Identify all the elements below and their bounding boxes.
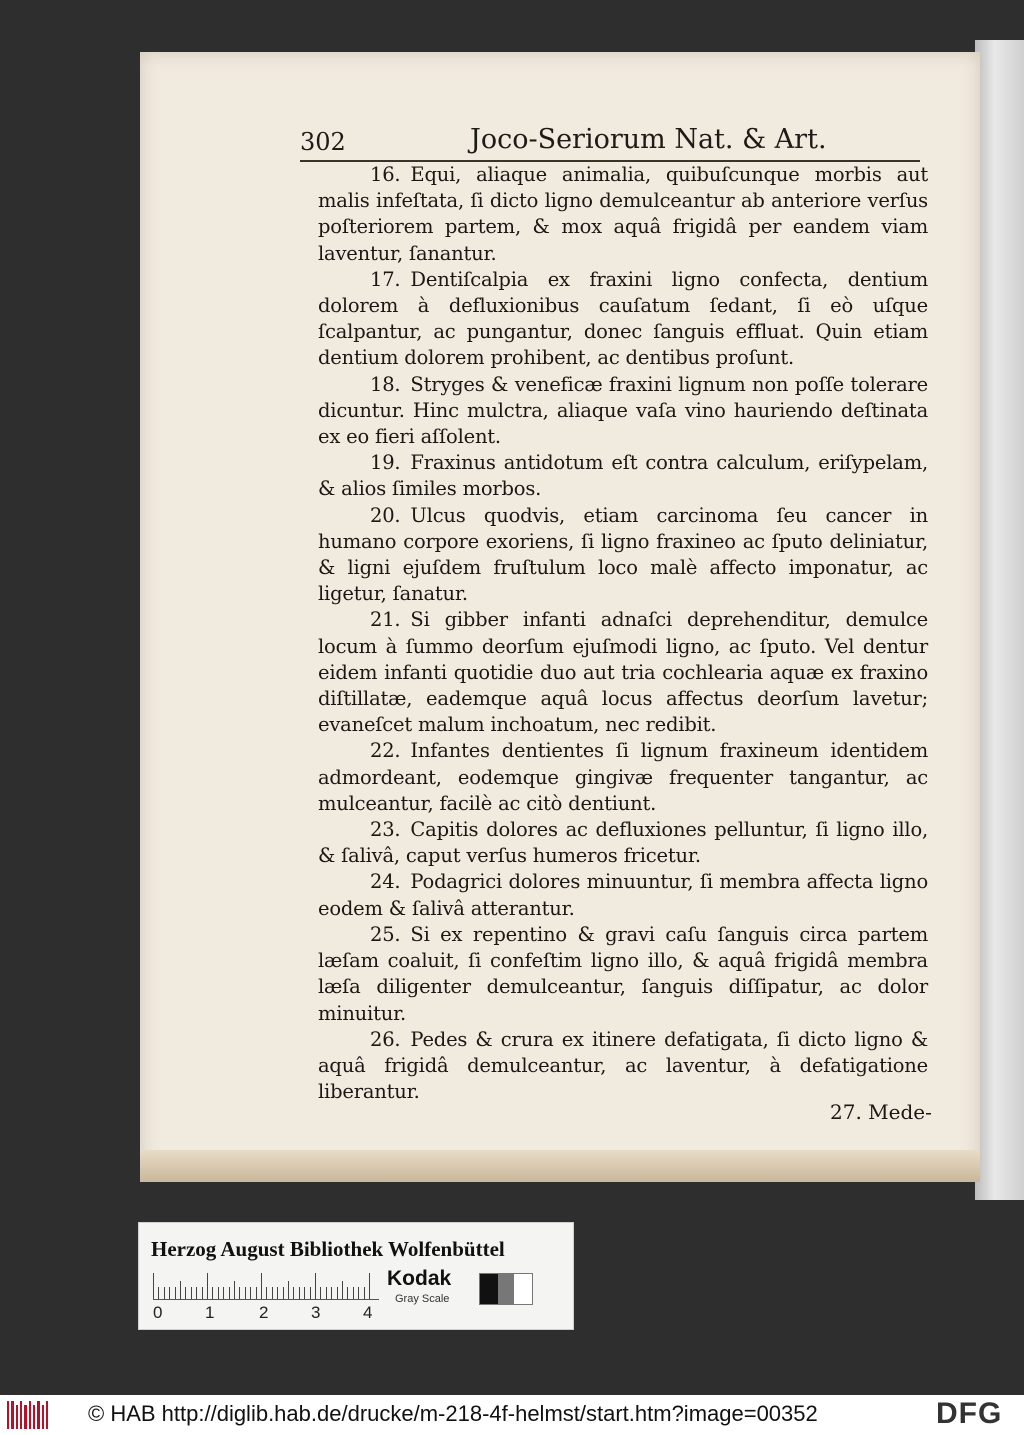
ruler-tick: [320, 1287, 321, 1299]
paragraph-text: Ulcus quodvis, etiam carcinoma ſeu cancer in humano corpore exoriens, ſi ligno fraxineo ac ſputo deliniatur, & ligni ejuſdem fruſtulum loco malè affecto imponatur, ac ligetur, ſanatur.: [318, 503, 928, 606]
ruler-tick: [169, 1287, 170, 1299]
paragraph-text: Fraxinus antidotum eſt contra calculum, eriſypelam, & alios ſimiles morbos.: [318, 451, 928, 501]
ruler-tick: [191, 1287, 192, 1299]
ruler-tick: [175, 1287, 176, 1299]
ruler-tick: [304, 1287, 305, 1299]
ruler-tick: [158, 1287, 159, 1299]
ruler-tick: [310, 1287, 311, 1299]
paragraph-number: 24.: [370, 870, 401, 894]
ruler-tick: [288, 1281, 289, 1299]
ruler-tick: [153, 1273, 154, 1299]
paragraph: [318, 162, 928, 267]
ruler-tick: [293, 1287, 294, 1299]
paragraph: [318, 503, 928, 608]
library-color-card: [138, 1222, 574, 1330]
ruler-number: 4: [363, 1303, 373, 1322]
ruler-tick: [283, 1287, 284, 1299]
ruler-tick: [331, 1287, 332, 1299]
gray-scale-label: Gray Scale: [395, 1293, 450, 1305]
ruler-tick: [212, 1287, 213, 1299]
paragraph: [318, 922, 928, 1027]
ruler-tick: [337, 1287, 338, 1299]
ruler-tick: [250, 1287, 251, 1299]
paragraph-text: Dentiſcalpia ex fraxini ligno confecta, dentium dolorem à defluxionibus cauſatum ſedant, ſi eò uſque ſcalpantur, ac pungantur, donec ſanguis effluat. Quin etiam dentium dolorem prohibent, ac dentibus proſunt.: [318, 267, 928, 370]
ruler-numbers: [147, 1303, 387, 1323]
ruler-tick: [272, 1287, 273, 1299]
ruler-tick: [353, 1287, 354, 1299]
gray-swatches: [479, 1273, 533, 1305]
paragraph-number: 26.: [370, 1027, 401, 1051]
ruler-tick: [277, 1287, 278, 1299]
ruler-tick: [342, 1281, 343, 1299]
ruler-tick: [207, 1273, 208, 1299]
page-number: 302: [300, 128, 346, 156]
paragraph-number: 17.: [370, 267, 401, 291]
paragraph-text: Equi, aliaque animalia, quibuſcunque morbis aut malis infeſtata, ſi dicto ligno demulceantur ab anteriore verſus poſteriorem partem, & mox aquâ frigidâ per eandem viam laventur, ſanantur.: [318, 163, 928, 265]
ruler-number: 0: [153, 1303, 163, 1322]
footer-bar: [0, 1395, 1024, 1435]
scale-ruler: [153, 1269, 379, 1300]
ruler-tick: [266, 1287, 267, 1299]
paragraph: [318, 738, 928, 817]
paragraph: [318, 1027, 928, 1106]
ruler-tick: [358, 1287, 359, 1299]
ruler-tick: [180, 1281, 181, 1299]
ruler-number: 2: [259, 1303, 269, 1322]
ruler-tick: [299, 1287, 300, 1299]
ruler-tick: [164, 1287, 165, 1299]
running-head: [300, 124, 920, 166]
paragraph-number: 23.: [370, 818, 401, 842]
ruler-tick: [234, 1281, 235, 1299]
paragraph-number: 20.: [370, 503, 401, 527]
paragraph-number: 21.: [370, 608, 401, 632]
ruler-tick: [326, 1287, 327, 1299]
ruler-tick: [245, 1287, 246, 1299]
dfg-logo: DFG: [936, 1397, 1003, 1430]
paragraph-text: Podagrici dolores minuuntur, ſi membra affecta ligno eodem & ſalivâ atterantur.: [318, 870, 928, 920]
library-name: Herzog August Bibliothek Wolfenbüttel: [151, 1237, 505, 1261]
paragraph-number: 22.: [370, 739, 401, 763]
paragraph-text: Si ex repentino & gravi caſu ſanguis circa partem læſam coaluit, ſi confeſtim ligno illo, & aquâ frigidâ membra læſa diligenter demulceantur, ſanguis diſſipatur, ac dolor minuitur.: [318, 922, 928, 1025]
ruler-tick: [364, 1287, 365, 1299]
ruler-tick: [239, 1287, 240, 1299]
copyright-link[interactable]: © HAB http://diglib.hab.de/drucke/m-218-4f-helmst/start.htm?image=00352: [88, 1401, 818, 1426]
paragraph: [318, 607, 928, 738]
ruler-number: 3: [311, 1303, 321, 1322]
ruler-number: 1: [205, 1303, 215, 1322]
ruler-tick: [261, 1273, 262, 1299]
swatch-white: [514, 1274, 532, 1304]
ruler-tick: [347, 1287, 348, 1299]
ruler-tick: [315, 1273, 316, 1299]
paragraph: [318, 450, 928, 502]
ruler-tick: [196, 1287, 197, 1299]
running-title: Joco-Seriorum Nat. & Art.: [470, 124, 827, 155]
paragraph: [318, 267, 928, 372]
ruler-tick: [218, 1287, 219, 1299]
page-bottom-edge: [140, 1150, 980, 1182]
paragraph: [318, 817, 928, 869]
paragraph: [318, 869, 928, 921]
paragraph-text: Si gibber infanti adnaſci deprehenditur, demulce locum à ſummo deorſum ejuſmodi ligno, ac ſputo. Vel dentur eidem infanti quotidie duo aut tria cochlearia aquæ ex fraxino diſtillatæ, eademque aquâ locus affectus deorſum lavetur; evaneſcet malum inchoatum, nec redibit.: [318, 608, 928, 737]
paragraph-number: 25.: [370, 922, 401, 946]
paragraph-text: Pedes & crura ex itinere defatigata, ſi dicto ligno & aquâ frigidâ demulceantur, ac laventur, à defatigatione liberantur.: [318, 1027, 928, 1104]
swatch-black: [480, 1274, 498, 1304]
catchword: 27. Mede-: [830, 1100, 932, 1124]
kodak-brand: Kodak: [387, 1267, 452, 1290]
body-text: [318, 162, 928, 1105]
ruler-tick: [202, 1287, 203, 1299]
ruler-tick: [256, 1287, 257, 1299]
ruler-tick: [369, 1273, 370, 1299]
ruler-tick: [185, 1287, 186, 1299]
paragraph-text: Infantes dentientes ſi lignum fraxineum identidem admordeant, eodemque gingivæ frequenter tangantur, ac mulceantur, facilè ac citò dentiunt.: [318, 739, 928, 815]
paragraph-text: Stryges & veneficæ fraxini lignum non poſſe tolerare dicuntur. Hinc mulctra, aliaque vaſa vino hauriendo deſtinata ex eo fieri aſſolent.: [318, 372, 928, 449]
paragraph-number: 18.: [370, 372, 401, 396]
hab-barcode-icon: [6, 1399, 50, 1431]
ruler-tick: [229, 1287, 230, 1299]
paragraph: [318, 372, 928, 451]
adjacent-page-edge: [975, 40, 1024, 1200]
swatch-gray: [498, 1274, 514, 1304]
paragraph-number: 19.: [370, 451, 401, 475]
paragraph-text: Capitis dolores ac defluxiones pelluntur, ſi ligno illo, & ſalivâ, caput verſus humeros fricetur.: [318, 818, 928, 868]
paragraph-number: 16.: [370, 163, 401, 186]
ruler-tick: [223, 1287, 224, 1299]
